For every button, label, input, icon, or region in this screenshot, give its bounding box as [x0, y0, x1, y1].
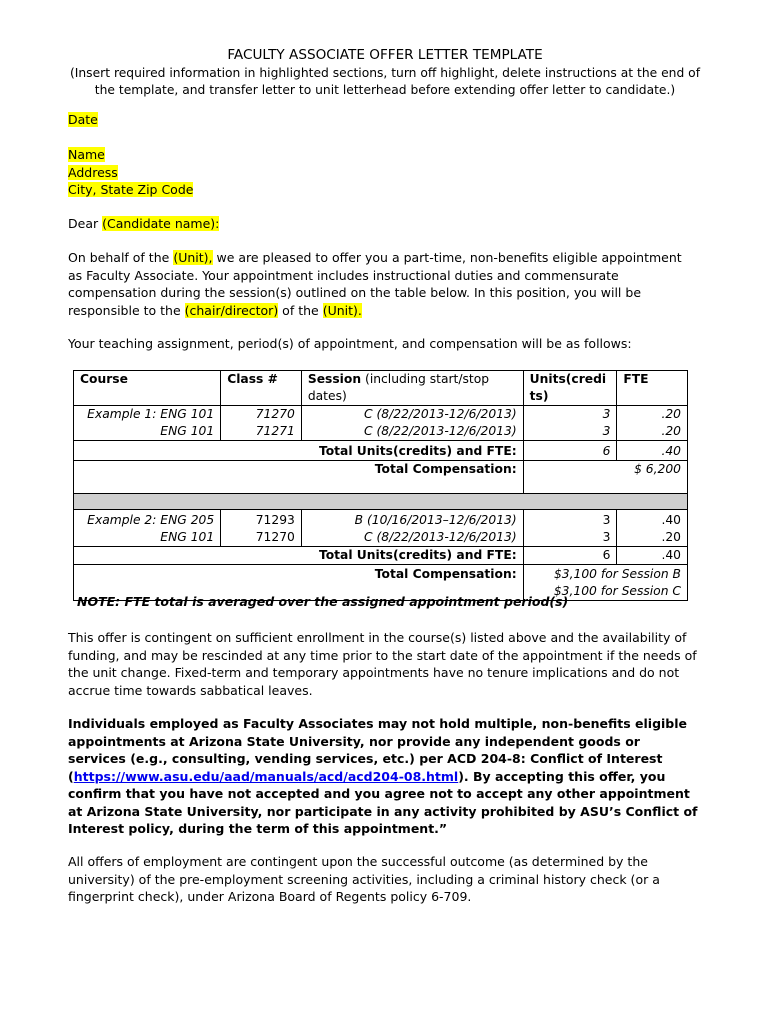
cell-units: 3 [523, 510, 617, 530]
cell-units: 3 [523, 406, 617, 424]
policy-text-2: ). By accepting this offer, you confirm that you have not accepted and you agree not to accept any other appointment at Arizona State University, nor participate in any activity prohibited by ASU’s Conflict of Interest policy, during the term of this appointment.” [68, 768, 698, 836]
compensation-row [74, 461, 688, 494]
cell-session: C (8/22/2013-12/6/2013) [301, 529, 523, 547]
total-units-value: 6 [523, 547, 617, 565]
cell-fte: .40 [617, 510, 688, 530]
table-row [74, 423, 688, 441]
assignment-intro: Your teaching assignment, period(s) of appointment, and compensation will be as follows: [68, 336, 632, 351]
cell-fte: .20 [617, 423, 688, 441]
header-session-rest: (including start/stop dates) [307, 372, 490, 403]
separator-cell [74, 494, 688, 510]
appointment-table [73, 370, 688, 601]
total-fte-value: .40 [617, 441, 688, 461]
header-session-bold: Session [307, 372, 362, 386]
name-placeholder: Name [68, 147, 105, 162]
header-session [301, 371, 523, 406]
total-row [74, 441, 688, 461]
total-compensation-label: Total Compensation: [74, 461, 524, 494]
address-block [68, 146, 708, 199]
table-row [74, 529, 688, 547]
unit-placeholder: (Unit), [173, 250, 213, 265]
header-fte: FTE [617, 371, 688, 406]
address-placeholder: Address [68, 164, 118, 180]
cell-class: 71293 [221, 510, 302, 530]
intro-text-1: On behalf of the [68, 250, 174, 265]
header-course: Course [74, 371, 221, 406]
candidate-name-placeholder: (Candidate name): [102, 216, 220, 231]
chair-placeholder: (chair/director) [184, 302, 279, 318]
table-row [74, 406, 688, 424]
compensation-session-b: $3,100 for Session B [553, 567, 681, 581]
date-line [68, 111, 708, 129]
table-header-row [74, 371, 688, 406]
cell-units: 3 [523, 423, 617, 441]
dear-text: Dear [68, 216, 103, 231]
contingent-paragraph: This offer is contingent on sufficient enrollment in the course(s) listed above and the availability of funding, and may be rescinded at any time prior to the start date of the appointment if the needs of the unit change. Fixed-term and temporary appointments have no tenure implications and do not accrue time towards sabbatical leaves. [68, 630, 697, 698]
cell-course: ENG 101 [74, 423, 221, 441]
total-fte-value: .40 [617, 547, 688, 565]
instructions-subtitle: (Insert required information in highlighted sections, turn off highlight, delete instructions at the end of the template, and transfer letter to unit letterhead before extending offer letter to candidate.) [69, 66, 701, 97]
cell-session: B (10/16/2013–12/6/2013) [301, 510, 523, 530]
unit-placeholder-2: (Unit). [322, 302, 362, 318]
total-compensation-value: $ 6,200 [523, 461, 687, 494]
intro-text-2: we are pleased to offer you a part-time, non-benefits eligible appointment as Faculty Associate. Your appointment includes instructional duties and commensurate compensation during the session(s) outlined on the table below. In this position, you will be responsible to the [68, 250, 682, 318]
cell-class: 71270 [221, 529, 302, 547]
salutation [68, 215, 708, 233]
cell-units: 3 [523, 529, 617, 547]
cell-fte: .20 [617, 406, 688, 424]
cell-fte: .20 [617, 529, 688, 547]
total-compensation-label: Total Compensation: [74, 565, 524, 601]
policy-text-1: Individuals employed as Faculty Associates may not hold multiple, non-benefits eligible appointments at Arizona State University, nor provide any independent goods or services (e.g., consulting, vending services, etc.) per ACD 204-8: Conflict of Interest ( [68, 716, 688, 784]
total-units-label: Total Units(credits) and FTE: [74, 441, 524, 461]
table-row [74, 510, 688, 530]
policy-paragraph [68, 715, 698, 838]
cell-session: C (8/22/2013-12/6/2013) [301, 423, 523, 441]
cell-course: ENG 101 [74, 529, 221, 547]
date-placeholder: Date [68, 112, 98, 127]
header-units: Units(credits) [523, 371, 617, 406]
acd-policy-link[interactable]: https://www.asu.edu/aad/manuals/acd/acd204-08.html [73, 768, 459, 784]
cell-class: 71270 [221, 406, 302, 424]
cell-class: 71271 [221, 423, 302, 441]
total-units-label: Total Units(credits) and FTE: [74, 547, 524, 565]
separator-row [74, 494, 688, 510]
intro-text-3: of the [278, 302, 323, 318]
city-placeholder: City, State Zip Code [68, 182, 194, 197]
intro-paragraph [68, 249, 698, 319]
cell-course: Example 1: ENG 101 [74, 406, 221, 424]
screening-paragraph: All offers of employment are contingent upon the successful outcome (as determined by the university) of the pre-employment screening activities, including a criminal history check (or a fingerprint check), under Arizona Board of Regents policy 6-709. [68, 854, 660, 904]
cell-course: Example 2: ENG 205 [74, 510, 221, 530]
cell-session: C (8/22/2013-12/6/2013) [301, 406, 523, 424]
fte-note: NOTE: FTE total is averaged over the assigned appointment period(s) [77, 594, 569, 609]
total-units-value: 6 [523, 441, 617, 461]
total-row [74, 547, 688, 565]
document-title: FACULTY ASSOCIATE OFFER LETTER TEMPLATE [227, 47, 543, 63]
header-class: Class # [221, 371, 302, 406]
compensation-session-c: $3,100 for Session C [553, 584, 681, 598]
